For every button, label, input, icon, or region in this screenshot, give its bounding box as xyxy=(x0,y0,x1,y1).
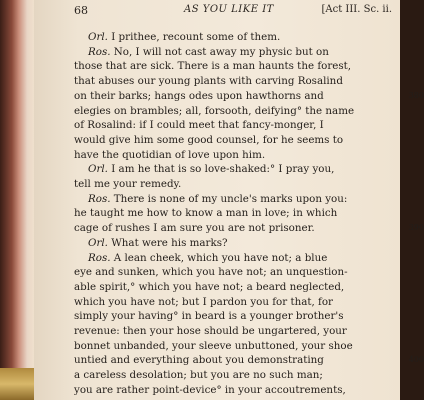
line-text: a careless desolation; but you are no such man; xyxy=(74,369,323,382)
line-text: he taught me how to know a man in love; in which xyxy=(74,207,338,220)
text-line xyxy=(74,324,424,338)
line-text: elegies on brambles; all, forsooth, deifying° the name xyxy=(74,104,355,117)
line-text: I prithee, recount some of them. xyxy=(107,31,281,43)
line-text: would give him some good counsel, for he seems to xyxy=(74,133,344,146)
text-line xyxy=(74,339,424,353)
text-line xyxy=(74,192,424,206)
text-line xyxy=(74,265,424,279)
line-text: simply your having° in beard is a younger brother's xyxy=(74,310,344,323)
line-text: tell me your remedy. xyxy=(74,178,182,190)
line-text: which you have not; but I pardon you for that, for xyxy=(74,295,333,308)
gilt-bookmark xyxy=(0,368,34,400)
speaker-name: Ros. xyxy=(88,251,111,264)
speaker-name: Orl. xyxy=(88,31,108,43)
line-text: There is none of my uncle's marks upon you: xyxy=(110,192,348,205)
line-text: I am he that is so love-shaked:° I pray you, xyxy=(107,163,335,176)
text-line xyxy=(74,133,424,147)
line-text: on their barks; hangs odes upon hawthorns and xyxy=(74,89,324,102)
speaker-name: Ros. xyxy=(88,45,111,58)
line-text: bonnet unbanded, your sleeve unbuttoned, your shoe xyxy=(74,339,353,352)
line-text: No, I will not cast away my physic but on xyxy=(110,45,329,58)
page-number: 68 xyxy=(74,4,88,17)
line-text: those that are sick. There is a man haunts the forest, xyxy=(74,60,352,73)
line-text: cage of rushes I am sure you are not prisoner. xyxy=(74,222,315,235)
speaker-name: Orl. xyxy=(88,236,108,249)
line-text: able spirit,° which you have not; a beard neglected, xyxy=(74,280,345,293)
text-line xyxy=(74,236,424,250)
line-text: untied and everything about you demonstrating xyxy=(74,354,324,367)
act-scene-label: [Act III. Sc. ii. xyxy=(321,4,392,15)
text-line xyxy=(74,59,424,73)
line-text: A lean cheek, which you have not; a blue xyxy=(110,251,328,264)
text-line xyxy=(74,221,424,235)
text-line xyxy=(74,148,424,162)
running-title: AS YOU LIKE IT xyxy=(184,4,274,15)
line-number: 390 xyxy=(408,223,424,233)
line-text: of Rosalind: if I could meet that fancy-monger, I xyxy=(74,119,324,132)
line-text: that abuses our young plants with carving Rosalind xyxy=(74,75,343,88)
book-page xyxy=(34,0,424,400)
text-line xyxy=(74,118,424,132)
line-text: What were his marks? xyxy=(107,236,228,249)
running-header xyxy=(74,4,392,20)
text-line xyxy=(74,280,424,294)
text-line xyxy=(74,206,424,220)
text-line xyxy=(74,295,424,309)
text-line xyxy=(74,309,424,323)
text-line xyxy=(74,89,424,103)
line-text: eye and sunken, which you have not; an unquestion- xyxy=(74,266,348,279)
text-line xyxy=(74,45,424,59)
book-page-edges xyxy=(0,0,34,400)
text-line xyxy=(74,162,424,176)
text-line xyxy=(74,104,424,118)
text-line xyxy=(74,368,424,382)
line-number: 380 xyxy=(408,90,424,100)
line-text: have the quotidian of love upon him. xyxy=(74,148,266,161)
speaker-name: Ros. xyxy=(88,192,111,205)
speaker-name: Orl. xyxy=(88,163,108,176)
text-line xyxy=(74,74,424,88)
text-line xyxy=(74,251,424,265)
text-line xyxy=(74,30,424,44)
text-line xyxy=(74,353,424,367)
line-text: you are rather point-device° in your accoutrements, xyxy=(74,383,346,396)
line-number: 400 xyxy=(408,355,424,365)
text-line xyxy=(74,383,424,397)
text-line xyxy=(74,177,424,191)
line-text: revenue: then your hose should be ungartered, your xyxy=(74,325,347,337)
